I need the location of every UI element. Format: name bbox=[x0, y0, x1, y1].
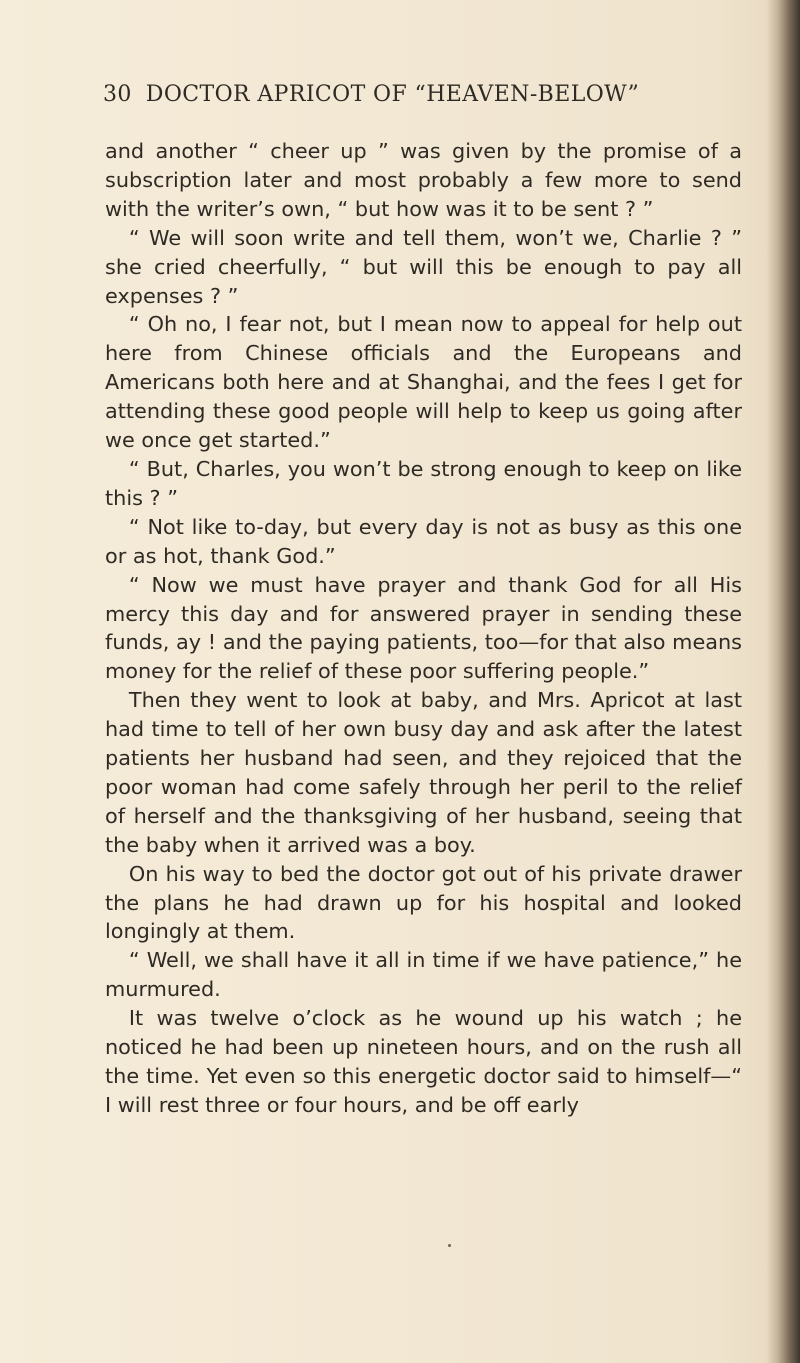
body-text bbox=[105, 137, 742, 1120]
paragraph-9: “ Well, we shall have it all in time if we have patience,” he murmured. bbox=[105, 948, 742, 1002]
page-edge-shadow bbox=[766, 0, 800, 1363]
paragraph-4: “ But, Charles, you won’t be strong enough to keep on like this ? ” bbox=[105, 456, 742, 510]
page-number: 30 bbox=[103, 82, 132, 107]
paragraph-8: On his way to bed the doctor got out of his private drawer the plans he had drawn up for his hospital and looked longingly at them. bbox=[105, 861, 742, 944]
paragraph-10: It was twelve o’clock as he wound up his watch ; he noticed he had been up nineteen hours, and on the rush all the time. Yet even so this energetic doctor said to himself—“ I will rest three or four hours, and be off early bbox=[105, 1006, 742, 1117]
printing-speck bbox=[448, 1244, 451, 1247]
paragraph-6: “ Now we must have prayer and thank God for all His mercy this day and for answered prayer in sending these funds, ay ! and the paying patients, too—for that also means money for the relief of these poor suffering people.” bbox=[105, 572, 742, 684]
running-title: DOCTOR APRICOT OF “HEAVEN-BELOW” bbox=[145, 82, 640, 107]
paragraph-1: and another “ cheer up ” was given by the promise of a subscription later and most probably a few more to send with the writer’s own, “ but how was it to be sent ? ” bbox=[105, 139, 742, 221]
paragraph-2: “ We will soon write and tell them, won’t we, Charlie ? ” she cried cheerfully, “ but will this be enough to pay all expenses ? ” bbox=[105, 225, 742, 308]
paragraph-3: “ Oh no, I fear not, but I mean now to appeal for help out here from Chinese officials and the Europeans and Americans both here and at Shanghai, and the fees I get for attending these good people will help to keep us going after we once get started.” bbox=[105, 312, 742, 453]
running-head bbox=[103, 82, 639, 107]
paragraph-7: Then they went to look at baby, and Mrs. Apricot at last had time to tell of her own busy day and ask after the latest patients her husband had seen, and they rejoiced that the poor woman had come safely through her peril to the relief of herself and the thanksgiving of her husband, seeing that the baby when it arrived was a boy. bbox=[105, 688, 742, 857]
paragraph-5: “ Not like to-day, but every day is not as busy as this one or as hot, thank God.” bbox=[105, 514, 742, 568]
